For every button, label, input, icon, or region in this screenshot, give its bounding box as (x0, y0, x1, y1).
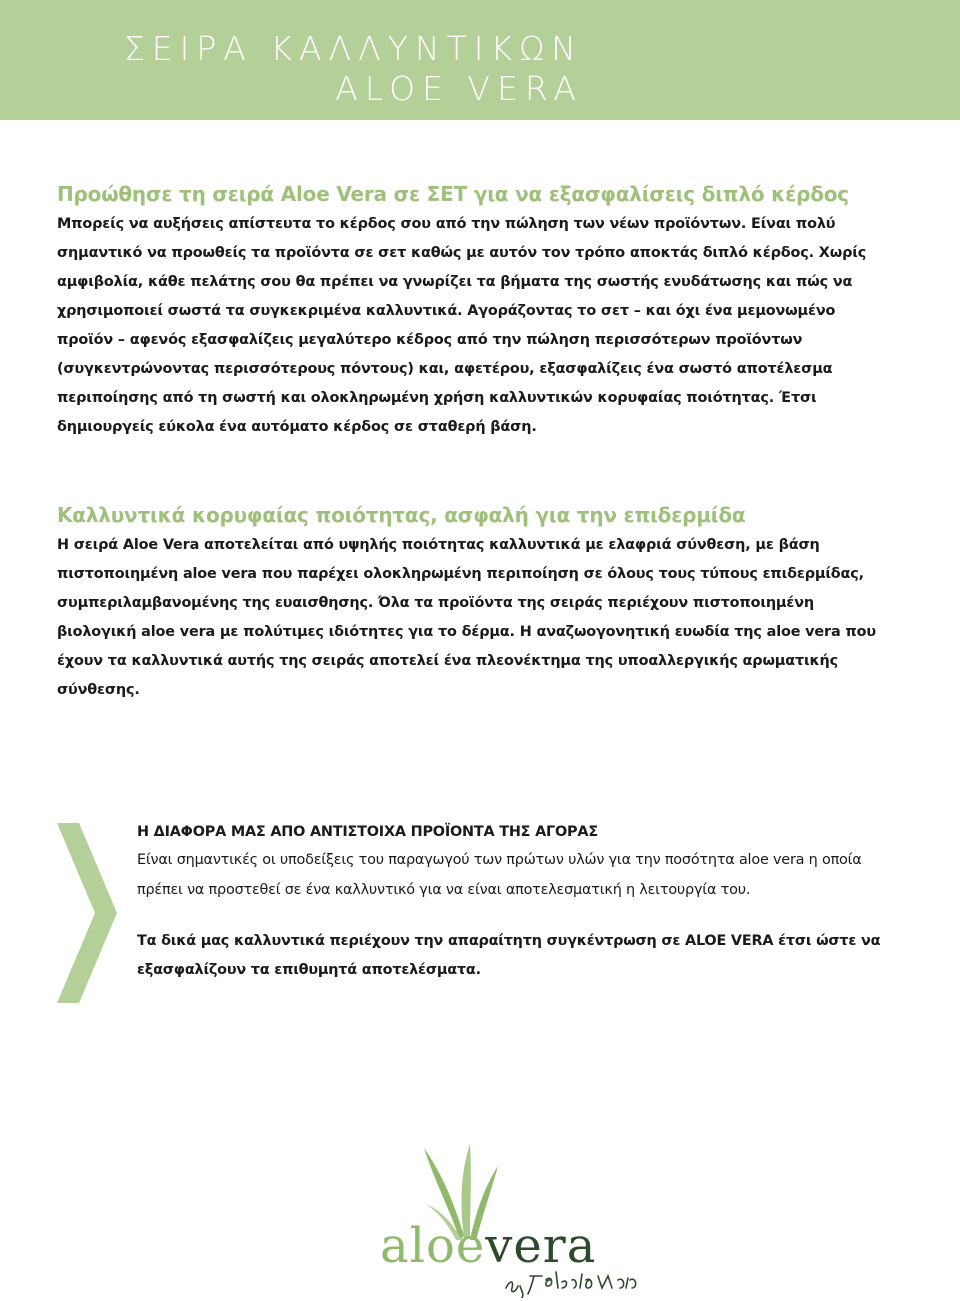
section-sets-promotion (57, 182, 887, 442)
section-body: Η σειρά Aloe Vera αποτελείται από υψηλής ποιότητας καλλυντικά με ελαφριά σύνθεση, με βάση πιστοποιημένη aloe vera που παρέχει ολοκληρωμένη περιποίηση σε όλους τους τύπους επιδερμίδας, συμπεριλαμβανομένης της ευαισθησης. Όλα τα προϊόντα της σειράς περιέχουν πιστοποιημένη βιολογική aloe vera με πολύτιμες ιδιότητες για το δέρμα. Η αναζωογονητική ευωδία της aloe vera που έχουν τα καλλυντικά αυτής της σειράς αποτελεί ένα πλεονέκτημα της υποαλλεργικής αρωματικής σύνθεσης. (57, 537, 876, 698)
difference-box (137, 818, 897, 985)
section-heading: Καλλυντικά κορυφαίας ποιότητας, ασφαλή για την επιδερμίδα (57, 503, 746, 527)
aloe-vera-logo (380, 1140, 640, 1300)
difference-title: Η ΔΙΑΦΟΡΑ ΜΑΣ ΑΠΟ ΑΝΤΙΣΤΟΙΧΑ ΠΡΟΪΟΝΤΑ ΤΗΣ ΑΓΟΡΑΣ (137, 824, 598, 840)
section-body: Μπορείς να αυξήσεις απίστευτα το κέρδος σου από την πώληση των νέων προϊόντων. Είναι πολύ σημαντικό να προωθείς τα προϊόντα σε σετ καθώς με αυτόν τον τρόπο αποκτάς διπλό κέρδος. Χωρίς αμφιβολία, κάθε πελάτης σου θα πρέπει να γνωρίζει τα βήματα της σωστής ενυδάτωσης και πώς να χρησιμοποιεί σωστά τα συγκεκριμένα καλλυντικά. Αγοράζοντας το σετ – και όχι ένα μεμονωμένο προϊόν – αφενός εξασφαλίζεις μεγαλύτερο κέδρος από την πώληση περισσότερων προϊόντων (συγκεντρώνοντας περισσότερους πόντους) και, αφετέρου, εξασφαλίζεις ένα σωστό αποτέλεσμα περιποίησης από τη σωστή και ολοκληρωμένη χρήση καλλυντικών κορυφαίας ποιότητας. Έτσι δημιουργείς εύκολα ένα αυτόματο κέρδος σε σταθερή βάση. (57, 216, 867, 435)
header-band (0, 0, 960, 120)
chevron-right-icon (57, 823, 117, 1003)
header-title-line1: ΣΕΙΡΑ ΚΑΛΛΥΝΤΙΚΩΝ (123, 29, 583, 68)
header-title-line2: ALOE VERA (335, 69, 583, 108)
difference-body: Είναι σημαντικές οι υποδείξεις του παραγωγού των πρώτων υλών για την ποσότητα aloe vera η οποία πρέπει να προστεθεί σε ένα καλλυντικό για να είναι αποτελεσματική η λειτουργία του. (137, 852, 862, 898)
logo-signature (502, 1258, 642, 1298)
logo-word-vera: vera (485, 1218, 597, 1274)
section-top-quality (57, 503, 887, 705)
section-heading: Προώθησε τη σειρά Aloe Vera σε ΣΕΤ για να εξασφαλίσεις διπλό κέρδος (57, 182, 849, 206)
difference-note: Τα δικά μας καλλυντικά περιέχουν την απαραίτητη συγκέντρωση σε ALOE VERA έτσι ώστε να εξασφαλίζουν τα επιθυμητά αποτελέσματα. (137, 933, 881, 978)
logo-word-aloe: aloe (380, 1218, 486, 1274)
